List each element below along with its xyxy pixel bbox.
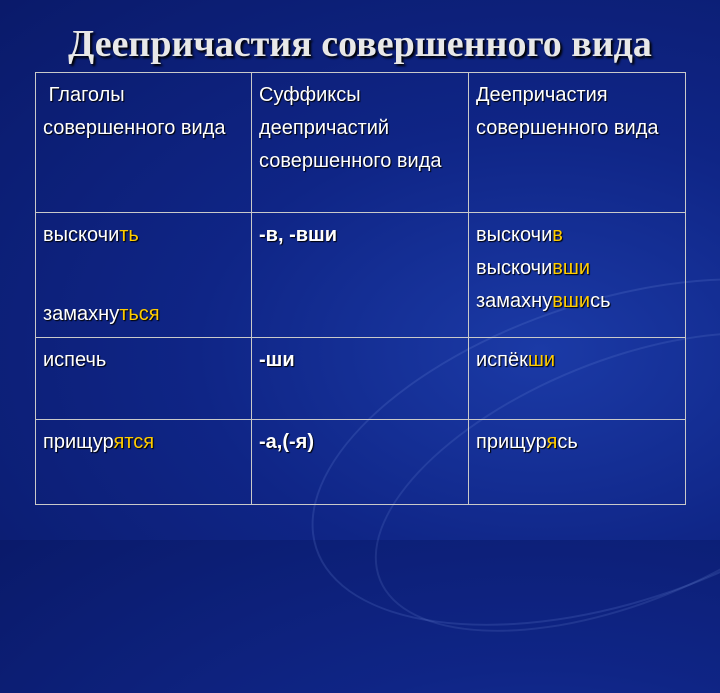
participle-stem: замахну [476, 290, 553, 312]
verb-ending: ятся [113, 431, 155, 453]
participle-table [35, 72, 686, 505]
verb-ending: ться [119, 303, 160, 325]
slide-title: Деепричастия совершенного вида [68, 23, 652, 65]
header-suffixes: Суффиксы деепричастий совершенного вида [252, 73, 469, 213]
participle-tail: сь [557, 431, 578, 453]
header-participles: Деепричастия совершенного вида [469, 73, 686, 213]
verbs-cell [36, 420, 252, 505]
suffix-cell: -а,(-я) [252, 420, 469, 505]
participle-tail: сь [590, 290, 611, 312]
participles-cell [469, 338, 686, 420]
verb-item [43, 426, 244, 459]
header-verbs: Глаголы совершенного вида [36, 73, 252, 213]
suffix-cell: -ши [252, 338, 469, 420]
suffix-cell: -в, -вши [252, 213, 469, 338]
table-header-row [36, 73, 686, 213]
verb-ending: ть [119, 224, 139, 246]
participle-suffix: в [552, 224, 563, 246]
verb-item [43, 298, 244, 331]
participle-stem: выскочи [476, 224, 553, 246]
participle-item [476, 252, 678, 285]
verb-stem: испечь [43, 349, 107, 371]
verb-stem: замахну [43, 303, 120, 325]
table-row [36, 420, 686, 505]
verb-item [43, 219, 244, 252]
participles-cell [469, 420, 686, 505]
participle-stem: выскочи [476, 257, 553, 279]
participle-item [476, 285, 678, 318]
participles-cell [469, 213, 686, 338]
table-row [36, 213, 686, 338]
participle-stem: испёк [476, 349, 528, 371]
verbs-cell [36, 213, 252, 338]
participle-suffix: вши [552, 290, 591, 312]
participle-item [476, 344, 678, 377]
verbs-cell [36, 338, 252, 420]
participle-suffix: я [546, 431, 558, 453]
verb-stem: прищур [43, 431, 114, 453]
table-row [36, 338, 686, 420]
participle-stem: прищур [476, 431, 547, 453]
participle-item [476, 426, 678, 459]
verb-item [43, 344, 244, 377]
participle-item [476, 219, 678, 252]
participle-suffix: ши [527, 349, 556, 371]
verb-stem: выскочи [43, 224, 120, 246]
participle-suffix: вши [552, 257, 591, 279]
